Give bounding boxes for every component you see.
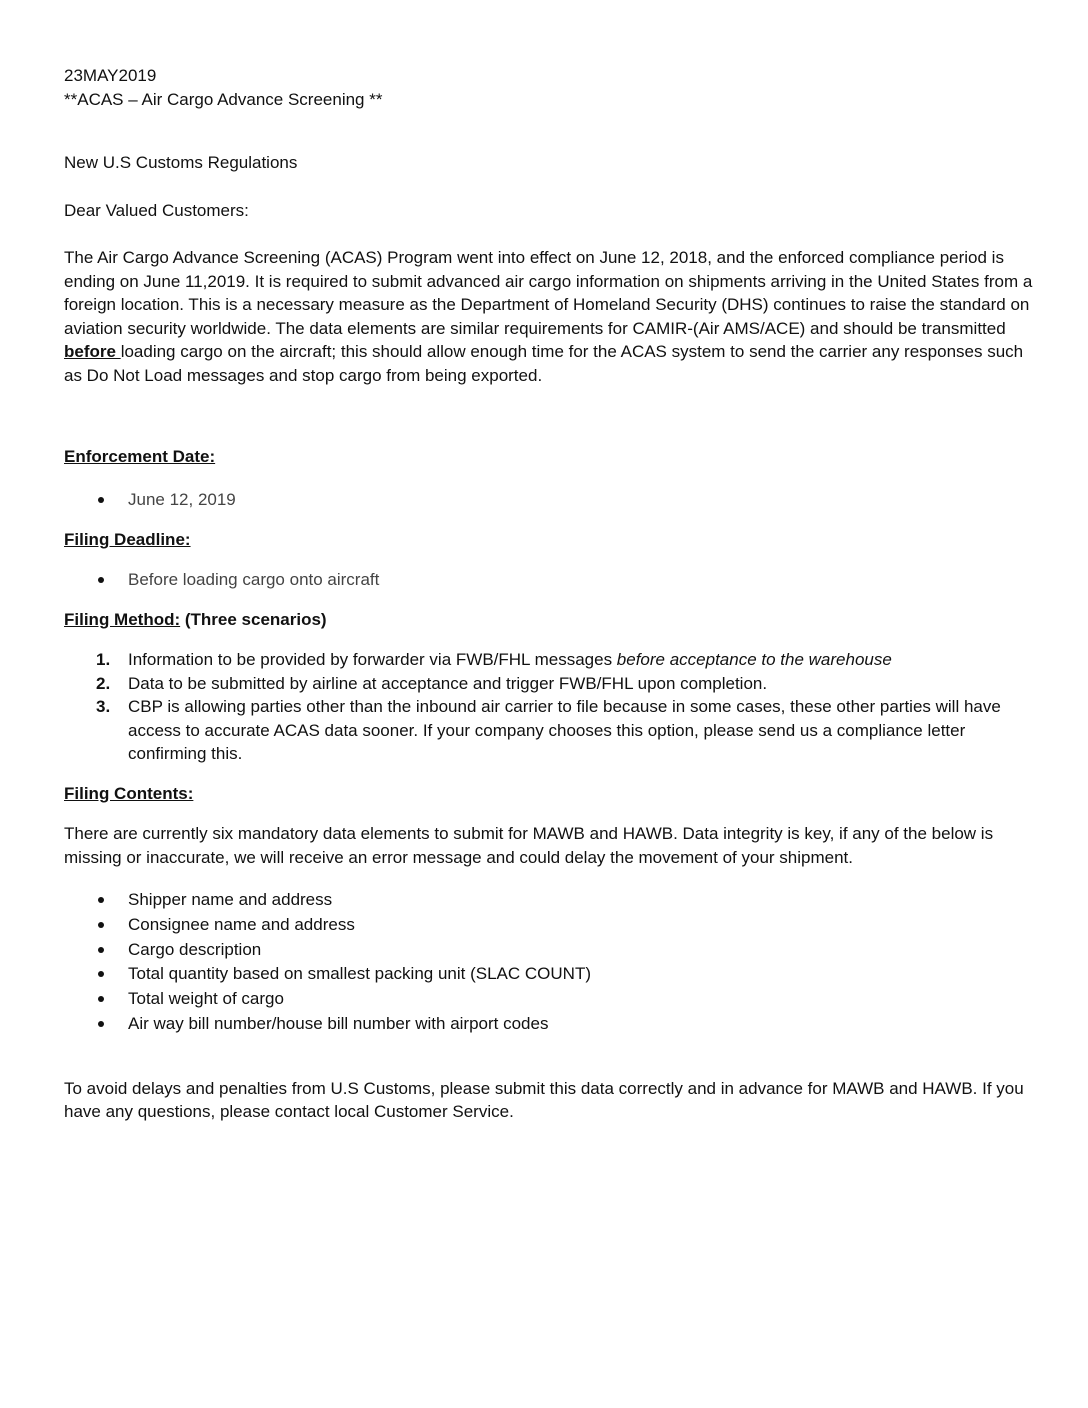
list-item-text: June 12, 2019 — [128, 489, 236, 509]
list-item — [64, 488, 1034, 513]
list-item — [64, 568, 1034, 593]
list-item-text: Cargo description — [128, 939, 262, 959]
step-number: 1. — [96, 650, 111, 670]
step-text: Data to be submitted by airline at acceptance and trigger FWB/FHL upon completion. — [128, 673, 768, 693]
enforcement-heading-text: Enforcement Date: — [64, 447, 216, 466]
contents-heading-text: Filing Contents: — [64, 783, 194, 803]
enforcement-heading — [64, 445, 1034, 469]
list-item-text: Consignee name and address — [128, 914, 355, 934]
list-item — [64, 695, 1034, 766]
closing-paragraph: To avoid delays and penalties from U.S Customs, please submit this data correctly and in advance for MAWB and HAWB. If you have any questions, please contact local Customer Service. — [64, 1078, 1024, 1122]
bullet-icon — [98, 897, 104, 903]
list-item — [64, 648, 1034, 672]
intro-text-2: loading cargo on the aircraft; this should allow enough time for the ACAS system to send the carrier any responses such as Do Not Load messages and stop cargo from being exported. — [64, 342, 1024, 385]
list-item-text: Shipper name and address — [128, 890, 333, 910]
letter-date: 23MAY2019 — [64, 66, 157, 85]
letter-page — [64, 64, 1034, 1124]
list-item — [64, 888, 1034, 913]
list-item-text: Air way bill number/house bill number with airport codes — [128, 1014, 549, 1034]
list-item-text: Total quantity based on smallest packing unit (SLAC COUNT) — [128, 964, 591, 984]
list-item — [64, 938, 1034, 963]
intro-text-1: The Air Cargo Advance Screening (ACAS) Program went into effect on June 12, 2018, and the enforced compliance period is ending on June 11,2019. It is required to submit advanced air cargo information on shipments arriving in the United States from a foreign location. This is a necessary measure as the Department of Homeland Security (DHS) continues to raise the standard on aviation security worldwide. The data elements are similar requirements for CAMIR-(Air AMS/ACE) and should be transmitted — [64, 248, 1033, 338]
list-item — [64, 672, 1034, 696]
intro-emphasis: before — [64, 342, 121, 361]
contents-heading — [64, 782, 1034, 806]
bullet-icon — [98, 996, 104, 1002]
list-item-text: Total weight of cargo — [128, 989, 284, 1009]
deadline-heading — [64, 528, 1034, 552]
step-number: 3. — [96, 697, 111, 717]
bullet-icon — [98, 497, 104, 503]
list-item — [64, 962, 1034, 987]
list-item-text: Before loading cargo onto aircraft — [128, 569, 380, 589]
deadline-list — [64, 568, 1034, 593]
method-heading-text: Filing Method: — [64, 609, 181, 629]
enforcement-list — [64, 488, 1034, 513]
step-text: CBP is allowing parties other than the inbound air carrier to file because in some cases, these other parties will have access to accurate ACAS data sooner. If your company chooses this option, please send us a compliance letter confirming this. — [128, 697, 1001, 764]
deadline-heading-text: Filing Deadline: — [64, 530, 191, 550]
intro-paragraph — [64, 246, 1034, 387]
method-steps — [64, 648, 1034, 766]
bullet-icon — [98, 922, 104, 928]
list-item — [64, 1012, 1034, 1037]
list-item — [64, 987, 1034, 1012]
method-heading — [64, 608, 1034, 632]
bullet-icon — [98, 1021, 104, 1027]
bullet-icon — [98, 577, 104, 583]
step-italic-text: before acceptance to the warehouse — [616, 650, 892, 670]
letter-greeting: Dear Valued Customers: — [64, 200, 249, 220]
bullet-icon — [98, 947, 104, 953]
list-item — [64, 913, 1034, 938]
contents-intro: There are currently six mandatory data elements to submit for MAWB and HAWB. Data integrity is key, if any of the below is missing or inaccurate, we will receive an error message and could delay the movement of your shipment. — [64, 824, 994, 867]
contents-list — [64, 888, 1034, 1037]
bullet-icon — [98, 971, 104, 977]
letter-subject: New U.S Customs Regulations — [64, 153, 298, 172]
letter-title: **ACAS – Air Cargo Advance Screening ** — [64, 89, 383, 109]
method-heading-suffix: (Three scenarios) — [180, 609, 327, 629]
step-number: 2. — [96, 673, 111, 693]
step-text: Information to be provided by forwarder via FWB/FHL messages — [128, 650, 617, 670]
